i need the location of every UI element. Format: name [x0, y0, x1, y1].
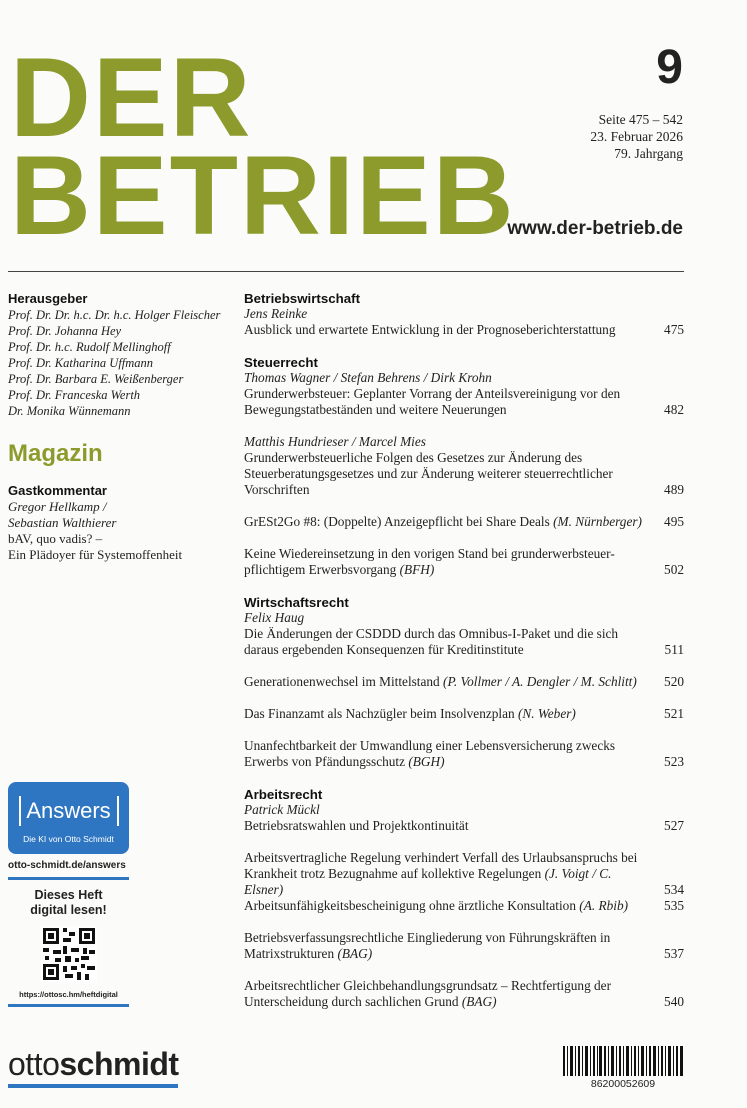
toc-section-heading: Arbeitsrecht — [244, 787, 323, 802]
digital-line1: Dieses Heft — [34, 888, 103, 902]
editor-name: Prof. Dr. Franceska Werth — [8, 388, 141, 402]
editor-name: Prof. Dr. Dr. h.c. Dr. h.c. Holger Fleischer — [8, 308, 221, 322]
editors-heading: Herausgeber — [8, 291, 88, 306]
toc-entry-note: (J. Voigt / C. Elsner) — [244, 866, 612, 897]
magazin-text-1: bAV, quo vadis? – — [8, 531, 103, 546]
toc-entry-title: Arbeitsrechtlicher Gleichbehandlungsgrundsatz – Rechtfertigung der Unterscheidung durch sachlichen Grund — [244, 978, 612, 1009]
toc-entry-page: 537 — [664, 946, 684, 961]
magazin-section: Gastkommentar — [8, 483, 107, 498]
toc-entry-note: (BGH) — [408, 754, 445, 769]
toc-entry[interactable] — [244, 306, 684, 338]
toc-entry[interactable] — [244, 546, 684, 578]
toc-entry-authors: Matthis Hundrieser / Marcel Mies — [244, 434, 426, 449]
magazin-authors-2: Sebastian Walthierer — [8, 515, 117, 530]
publisher-logo — [8, 1048, 179, 1080]
toc-entry[interactable] — [244, 674, 684, 690]
toc-entry[interactable] — [244, 706, 684, 722]
promo-divider — [8, 877, 129, 880]
toc-entry-page: 534 — [664, 882, 684, 897]
toc-entry[interactable] — [244, 898, 684, 914]
answers-url[interactable]: otto-schmidt.de/answers — [8, 860, 126, 871]
toc-entry-title: Keine Wiedereinsetzung in den vorigen Stand bei grunderwerbsteuer-pflichtigem Erwerbsvorgang — [244, 546, 615, 577]
toc-entry-note: (BFH) — [399, 562, 435, 577]
toc-entry-title: Generationenwechsel im Mittelstand — [244, 674, 440, 689]
barcode-icon — [563, 1046, 683, 1076]
issue-pages: Seite 475 – 542 — [598, 112, 683, 127]
toc-entry-title: GrESt2Go #8: (Doppelte) Anzeigepflicht bei Share Deals — [244, 514, 550, 529]
editor-name: Prof. Dr. h.c. Rudolf Mellinghoff — [8, 340, 171, 354]
barcode-number: 86200052609 — [590, 1078, 656, 1090]
toc-entry-page: 527 — [664, 818, 684, 833]
toc-entry-page: 521 — [664, 706, 684, 721]
masthead-title-line2: BETRIEB — [10, 133, 516, 258]
logo-part-schmidt: schmidt — [59, 1046, 179, 1082]
toc-entry-page: 489 — [664, 482, 684, 497]
toc-entry-note: (BAG) — [337, 946, 373, 961]
editors-block — [8, 290, 228, 419]
issue-number: 9 — [656, 41, 683, 94]
toc-entry-page: 475 — [664, 322, 684, 337]
issue-volume: 79. Jahrgang — [614, 146, 683, 161]
toc-entry[interactable] — [244, 850, 684, 898]
toc-entry-note: (BAG) — [461, 994, 497, 1009]
logo-part-otto: otto — [8, 1046, 60, 1082]
toc-entry-title: Grunderwerbsteuerliche Folgen des Gesetzes zur Änderung des Steuerberatungsgesetzes und zur Änderung weiterer steuerrechtlicher Vorschriften — [244, 450, 613, 497]
magazin-block — [8, 440, 228, 563]
toc-entry-title: Das Finanzamt als Nachzügler beim Insolvenzplan — [244, 706, 515, 721]
masthead-title-line1: DER — [10, 35, 253, 160]
toc-section-heading: Steuerrecht — [244, 355, 318, 370]
toc-entry-page: 511 — [664, 642, 684, 657]
issue-date: 23. Februar 2026 — [590, 129, 683, 144]
digital-edition — [8, 888, 129, 918]
toc-entry-note: (M. Nürnberger) — [553, 514, 642, 529]
magazin-authors-1: Gregor Hellkamp / — [8, 499, 107, 514]
toc-entry-note: (P. Vollmer / A. Dengler / M. Schlitt) — [443, 674, 637, 689]
toc-entry-title: Arbeitsunfähigkeitsbescheinigung ohne ärztliche Konsultation — [244, 898, 576, 913]
toc-entry-authors: Thomas Wagner / Stefan Behrens / Dirk Krohn — [244, 370, 492, 385]
digital-line2: digital lesen! — [30, 903, 107, 917]
toc-entry[interactable] — [244, 978, 684, 1010]
toc-section-heading: Betriebswirtschaft — [244, 291, 361, 306]
toc-entry-title: Die Änderungen der CSDDD durch das Omnibus-I-Paket und die sich daraus ergebenden Konsequenzen für Kreditinstitute — [244, 626, 619, 657]
toc-entry-authors: Jens Reinke — [244, 306, 308, 321]
toc-entry-authors: Felix Haug — [244, 610, 305, 625]
editor-name: Prof. Dr. Katharina Uffmann — [8, 356, 154, 370]
qr-url[interactable]: https://ottosc.hm/heftdigital — [19, 990, 118, 999]
toc-entry-page: 540 — [664, 994, 684, 1009]
toc-entry[interactable] — [244, 434, 684, 498]
toc-entry[interactable] — [244, 738, 684, 770]
magazin-text-2: Ein Plädoyer für Systemoffenheit — [8, 547, 183, 562]
toc-entry-page: 520 — [664, 674, 684, 689]
editor-name: Dr. Monika Wünnemann — [8, 404, 131, 418]
toc-entry-title: Arbeitsvertragliche Regelung verhindert Verfall des Urlaubsanspruchs bei Krankheit trotz Bezugnahme auf kollektive Regelungen — [244, 850, 638, 881]
toc-entry[interactable] — [244, 930, 684, 962]
editor-name: Prof. Dr. Johanna Hey — [8, 324, 122, 338]
toc-section-heading: Wirtschaftsrecht — [244, 595, 349, 610]
table-of-contents — [244, 0, 684, 1108]
toc-entry-title: Betriebsverfassungsrechtliche Eingliederung von Führungskräften in Matrixstrukturen — [244, 930, 611, 961]
toc-entry-page: 535 — [664, 898, 684, 913]
answers-subtitle: Die KI von Otto Schmidt — [23, 834, 114, 844]
toc-entry[interactable] — [244, 610, 684, 658]
toc-entry-page: 523 — [664, 754, 684, 769]
toc-entry-page: 502 — [664, 562, 684, 577]
toc-entry-title: Unanfechtbarkeit der Umwandlung einer Lebensversicherung zwecks Erwerbs von Pfändungsschutz — [244, 738, 616, 769]
toc-entry-authors: Patrick Mückl — [244, 802, 320, 817]
magazin-title: Magazin — [8, 440, 103, 467]
toc-entry-title: Ausblick und erwartete Entwicklung in der Prognoseberichterstattung — [244, 322, 616, 337]
logo-underline — [8, 1084, 178, 1088]
website-link[interactable]: www.der-betrieb.de — [507, 218, 683, 239]
editors-list — [8, 307, 228, 419]
answers-logo: Answers — [19, 796, 119, 826]
promo-divider — [8, 1004, 129, 1007]
toc-entry-title: Betriebsratswahlen und Projektkontinuität — [244, 818, 469, 833]
toc-entry-note: (A. Rbib) — [579, 898, 629, 913]
qr-code-icon[interactable] — [41, 926, 97, 982]
toc-entry-page: 482 — [664, 402, 684, 417]
toc-entry[interactable] — [244, 802, 684, 834]
toc-entry-page: 495 — [664, 514, 684, 529]
editor-name: Prof. Dr. Barbara E. Weißenberger — [8, 372, 184, 386]
answers-promo[interactable] — [8, 782, 129, 854]
toc-entry-title: Grunderwerbsteuer: Geplanter Vorrang der Anteilsvereinigung vor den Bewegungstatbeständen und weitere Neuerungen — [244, 386, 621, 417]
toc-entry-note: (N. Weber) — [517, 706, 576, 721]
toc-entry[interactable] — [244, 514, 684, 530]
toc-entry[interactable] — [244, 370, 684, 418]
